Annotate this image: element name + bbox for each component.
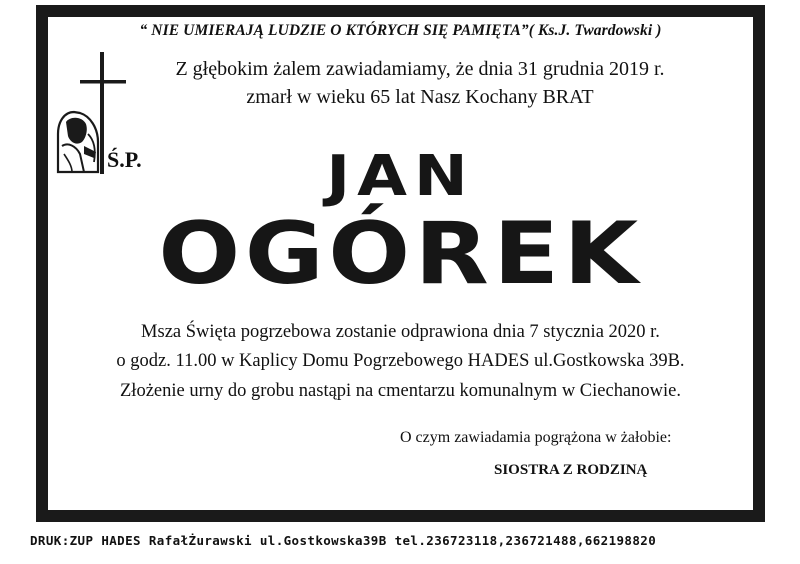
deceased-last-name: OGÓREK <box>158 204 643 304</box>
printer-footer: DRUK:ZUP HADES RafałŻurawski ul.Gostkowska39B tel.236723118,236721488,662198820 <box>30 533 657 548</box>
announcement-line-2: zmarł w wieku 65 lat Nasz Kochany BRAT <box>246 86 594 108</box>
ceremony-line-3: Złożenie urny do grobu nastąpi na cmentarzu komunalnym w Ciechanowie. <box>120 381 681 401</box>
ceremony-line-1: Msza Święta pogrzebowa zostanie odprawiona dnia 7 stycznia 2020 r. <box>141 322 660 342</box>
family-signature: SIOSTRA Z RODZINĄ <box>494 462 648 478</box>
mourners-text: O czym zawiadamia pogrążona w żałobie: <box>400 429 672 446</box>
deceased-first-name: JAN <box>326 144 475 209</box>
sp-label: Ś.P. <box>107 147 142 172</box>
announcement-line-1: Z głębokim żalem zawiadamiamy, że dnia 31 grudnia 2019 r. <box>175 58 665 80</box>
motto-quote: “ NIE UMIERAJĄ LUDZIE O KTÓRYCH SIĘ PAMIĘTA”( Ks.J. Twardowski ) <box>139 22 662 39</box>
ceremony-line-2: o godz. 11.00 w Kaplicy Domu Pogrzebowego HADES ul.Gostkowska 39B. <box>116 351 685 371</box>
